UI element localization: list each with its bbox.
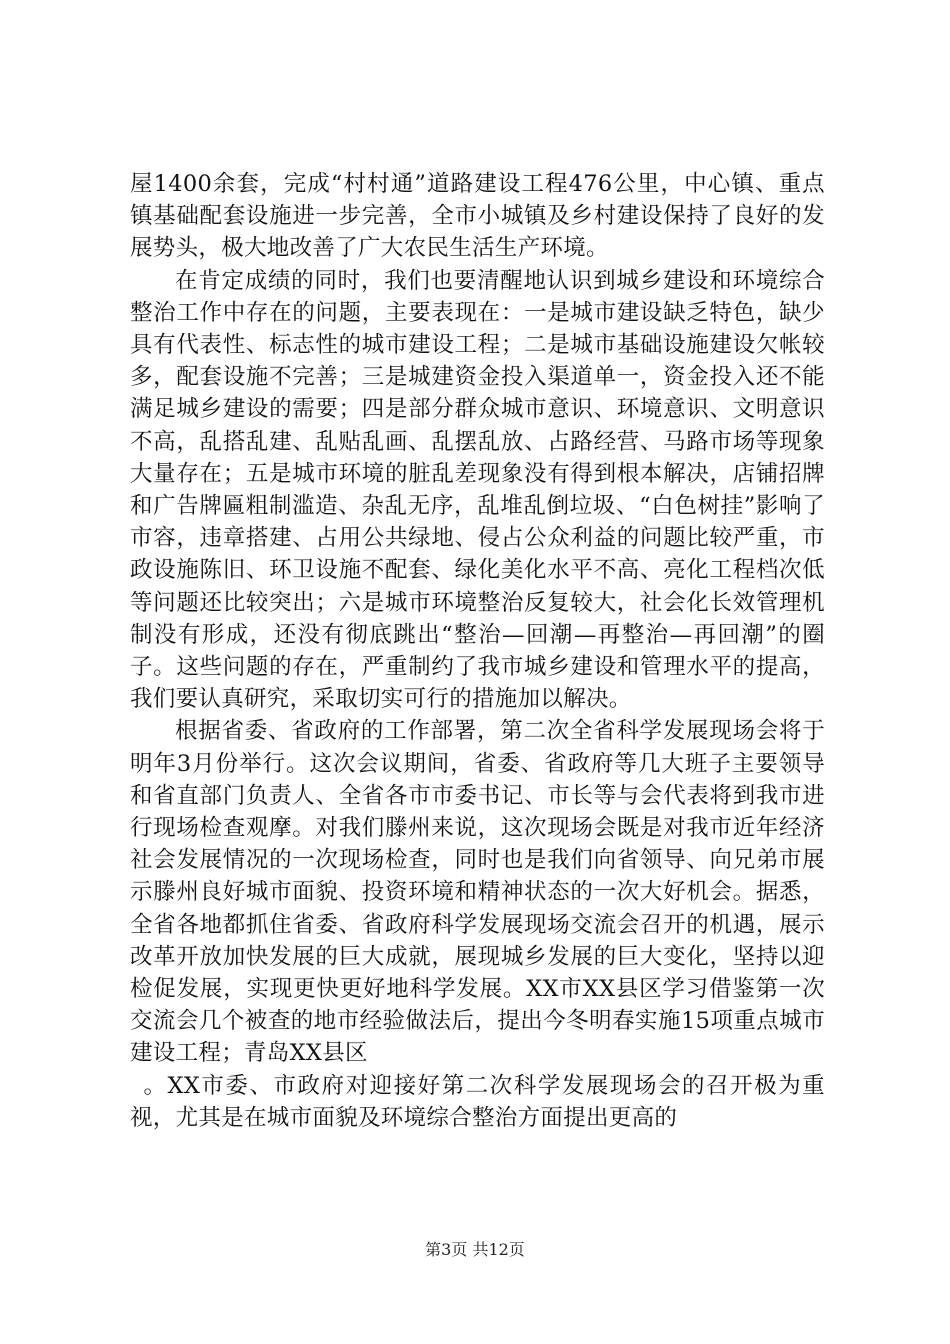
paragraph-conference: 根据省委、省政府的工作部署，第二次全省科学发展现场会将于明年3月份举行。这次会议期间，省委、省政府等几大班子主要领导和省直部门负责人、全省各市市委书记、市长等与会代表将到我市进行现场检查观摩。对我们滕州来说，这次现场会既是对我市近年经济社会发展情况的一次现场检查，同时也是我们向省领导、向兄弟市展示滕州良好城市面貌、投资环境和精神状态的一次大好机会。据悉，全省各地都抓住省委、省政府科学发展现场交流会召开的机遇，展示改革开放加快发展的巨大成就，展现城乡发展的巨大变化，坚持以迎检促发展，实现更快更好地科学发展。XX市XX县区学习借鉴第一次交流会几个被查的地市经验做法后，提出今冬明春实施15项重点城市建设工程；青岛XX县区	[130, 718, 825, 1067]
document-body	[130, 168, 825, 1134]
paragraph-continuation: 屋1400余套，完成“村村通”道路建设工程476公里，中心镇、重点镇基础配套设施进一步完善，全市小城镇及乡村建设保持了良好的发展势头，极大地改善了广大农民生活生产环境。	[130, 171, 825, 262]
page-number-footer: 第3页 共12页	[425, 1240, 525, 1259]
paragraph-problems: 在肯定成绩的同时，我们也要清醒地认识到城乡建设和环境综合整治工作中存在的问题，主要表现在：一是城市建设缺乏特色，缺少具有代表性、标志性的城市建设工程；二是城市基础设施建设欠帐较多，配套设施不完善；三是城建资金投入渠道单一，资金投入还不能满足城乡建设的需要；四是部分群众城市意识、环境意识、文明意识不高，乱搭乱建、乱贴乱画、乱摆乱放、占路经营、马路市场等现象大量存在；五是城市环境的脏乱差现象没有得到根本解决，店铺招牌和广告牌匾粗制滥造、杂乱无序，乱堆乱倒垃圾、“白色树挂”影响了市容，违章搭建、占用公共绿地、侵占公众利益的问题比较严重，市政设施陈旧、环卫设施不配套、绿化美化水平不高、亮化工程档次低等问题还比较突出；六是城市环境整治反复较大，社会化长效管理机制没有形成，还没有彻底跳出“整治—回潮—再整治—再回潮”的圈子。这些问题的存在，严重制约了我市城乡建设和管理水平的提高，我们要认真研究，采取切实可行的措施加以解决。	[130, 267, 825, 713]
paragraph-city-committee: 。XX市委、市政府对迎接好第二次科学发展现场会的召开极为重视，尤其是在城市面貌及环境综合整治方面提出更高的	[130, 1072, 825, 1131]
